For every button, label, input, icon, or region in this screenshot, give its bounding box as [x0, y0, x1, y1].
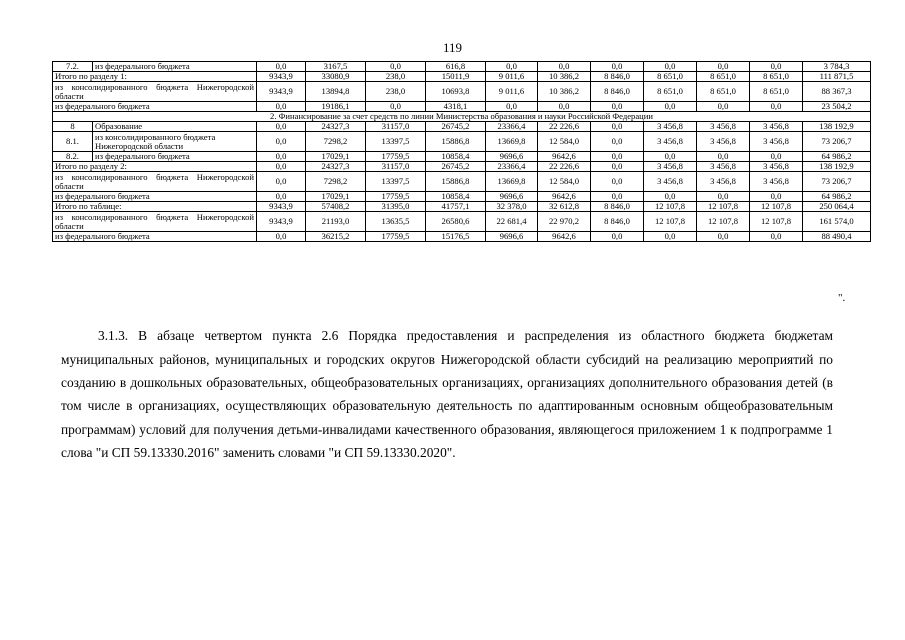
value-cell: 12 107,8: [750, 202, 803, 212]
table-row: [53, 192, 871, 202]
value-cell: 0,0: [697, 152, 750, 162]
table-row: [53, 72, 871, 82]
value-cell: 10 386,2: [538, 82, 591, 102]
value-cell: 7298,2: [306, 132, 366, 152]
value-cell: 31157,0: [366, 122, 426, 132]
value-cell: 17759,5: [366, 232, 426, 242]
value-cell: 0,0: [257, 192, 306, 202]
value-cell: 64 986,2: [803, 192, 871, 202]
value-cell: 3 456,8: [750, 132, 803, 152]
value-cell: 3 456,8: [644, 162, 697, 172]
value-cell: 9696,6: [486, 232, 538, 242]
value-cell: 0,0: [486, 62, 538, 72]
value-cell: 0,0: [697, 62, 750, 72]
value-cell: 0,0: [366, 102, 426, 112]
value-cell: 0,0: [591, 62, 644, 72]
value-cell: 0,0: [591, 172, 644, 192]
value-cell: 8 651,0: [697, 82, 750, 102]
value-cell: 0,0: [591, 162, 644, 172]
value-cell: 3 456,8: [644, 132, 697, 152]
value-cell: 0,0: [591, 132, 644, 152]
value-cell: 13635,5: [366, 212, 426, 232]
page-number: 119: [442, 40, 463, 55]
closing-quote: ".: [838, 292, 846, 304]
value-cell: 8 846,0: [591, 72, 644, 82]
value-cell: 36215,2: [306, 232, 366, 242]
row-label-cell: из федерального бюджета: [53, 192, 257, 202]
value-cell: 32 612,8: [538, 202, 591, 212]
value-cell: 138 192,9: [803, 162, 871, 172]
value-cell: 138 192,9: [803, 122, 871, 132]
value-cell: 12 107,8: [750, 212, 803, 232]
value-cell: 10858,4: [426, 192, 486, 202]
value-cell: 8 651,0: [697, 72, 750, 82]
value-cell: 0,0: [591, 192, 644, 202]
value-cell: 9 011,6: [486, 82, 538, 102]
value-cell: 23366,4: [486, 122, 538, 132]
value-cell: 3 456,8: [644, 122, 697, 132]
value-cell: 9642,6: [538, 192, 591, 202]
row-label-cell: из федерального бюджета: [53, 232, 257, 242]
value-cell: 12 107,8: [697, 202, 750, 212]
value-cell: 0,0: [644, 232, 697, 242]
table-row: [53, 232, 871, 242]
value-cell: 17759,5: [366, 192, 426, 202]
value-cell: 33080,9: [306, 72, 366, 82]
row-label-cell: Итого по разделу 2:: [53, 162, 257, 172]
row-number-cell: 8.1.: [53, 132, 93, 152]
value-cell: 10 386,2: [538, 72, 591, 82]
value-cell: 8 651,0: [644, 82, 697, 102]
row-label-cell: Итого по разделу 1:: [53, 72, 257, 82]
value-cell: 15011,9: [426, 72, 486, 82]
value-cell: 22 226,6: [538, 162, 591, 172]
row-number-cell: 8.2.: [53, 152, 93, 162]
value-cell: 3 456,8: [697, 122, 750, 132]
budget-table: [52, 61, 871, 242]
value-cell: 32 378,0: [486, 202, 538, 212]
value-cell: 8 651,0: [644, 72, 697, 82]
value-cell: 0,0: [538, 102, 591, 112]
value-cell: 24327,3: [306, 122, 366, 132]
value-cell: 9343,9: [257, 72, 306, 82]
value-cell: 22 970,2: [538, 212, 591, 232]
value-cell: 8 846,0: [591, 82, 644, 102]
value-cell: 161 574,0: [803, 212, 871, 232]
value-cell: 13669,8: [486, 172, 538, 192]
value-cell: 3 784,3: [803, 62, 871, 72]
value-cell: 21193,0: [306, 212, 366, 232]
table-row: [53, 82, 871, 102]
value-cell: 22 226,6: [538, 122, 591, 132]
value-cell: 22 681,4: [486, 212, 538, 232]
value-cell: 3 456,8: [750, 122, 803, 132]
value-cell: 0,0: [257, 132, 306, 152]
value-cell: 0,0: [750, 232, 803, 242]
value-cell: 0,0: [257, 162, 306, 172]
value-cell: 26580,6: [426, 212, 486, 232]
value-cell: 3 456,8: [697, 162, 750, 172]
table-row: [53, 132, 871, 152]
value-cell: 0,0: [591, 152, 644, 162]
row-number-cell: 8: [53, 122, 93, 132]
row-label-cell: из федерального бюджета: [53, 102, 257, 112]
table-row: [53, 62, 871, 72]
row-number-cell: 7.2.: [53, 62, 93, 72]
table-row: [53, 102, 871, 112]
row-label-cell: из консолидированного бюджета Нижегородской области: [93, 132, 257, 152]
amendment-paragraph: 3.1.3. В абзаце четвертом пункта 2.6 Порядка предоставления и распределения из областного бюджета бюджетам муниципальных районов, муниципальных и городских округов Нижегородской области субсидий на реализацию мероприятий по созданию в дошкольных образовательных, общеобразовательных организациях, организациях дополнительного образования детей (в том числе в организациях, осуществляющих образовательную деятельность по адаптированным основным общеобразовательным программам) условий для получения детьми-инвалидами качественного образования, являющегося приложением 1 к подпрограмме 1 слова "и СП 59.13330.2016" заменить словами "и СП 59.13330.2020".: [61, 328, 833, 460]
value-cell: 15176,5: [426, 232, 486, 242]
row-label-cell: из консолидированного бюджета Нижегородской области: [53, 82, 257, 102]
table-row: [53, 202, 871, 212]
row-label-cell: из консолидированного бюджета Нижегородской области: [53, 172, 257, 192]
value-cell: 7298,2: [306, 172, 366, 192]
value-cell: 13397,5: [366, 172, 426, 192]
value-cell: 17759,5: [366, 152, 426, 162]
value-cell: 88 367,3: [803, 82, 871, 102]
value-cell: 238,0: [366, 82, 426, 102]
value-cell: 0,0: [644, 62, 697, 72]
value-cell: 15886,8: [426, 172, 486, 192]
value-cell: 9343,9: [257, 202, 306, 212]
value-cell: 0,0: [257, 62, 306, 72]
section-heading: 2. Финансирование за счет средств по линии Министерства образования и науки Российской Федерации: [53, 112, 871, 122]
row-label-cell: Образование: [93, 122, 257, 132]
value-cell: 12 107,8: [697, 212, 750, 232]
value-cell: 9696,6: [486, 152, 538, 162]
value-cell: 4318,1: [426, 102, 486, 112]
value-cell: 0,0: [644, 192, 697, 202]
value-cell: 0,0: [750, 192, 803, 202]
row-label-cell: из консолидированного бюджета Нижегородской области: [53, 212, 257, 232]
value-cell: 12 107,8: [644, 202, 697, 212]
value-cell: 10858,4: [426, 152, 486, 162]
value-cell: 0,0: [697, 192, 750, 202]
value-cell: 9343,9: [257, 82, 306, 102]
value-cell: 12 584,0: [538, 132, 591, 152]
table-row: [53, 162, 871, 172]
value-cell: 8 651,0: [750, 82, 803, 102]
value-cell: 0,0: [644, 152, 697, 162]
value-cell: 12 584,0: [538, 172, 591, 192]
value-cell: 111 871,5: [803, 72, 871, 82]
table-row: [53, 122, 871, 132]
value-cell: 238,0: [366, 72, 426, 82]
value-cell: 13894,8: [306, 82, 366, 102]
value-cell: 9343,9: [257, 212, 306, 232]
value-cell: 0,0: [486, 102, 538, 112]
value-cell: 3 456,8: [644, 172, 697, 192]
value-cell: 26745,2: [426, 122, 486, 132]
value-cell: 3 456,8: [697, 172, 750, 192]
value-cell: 250 064,4: [803, 202, 871, 212]
row-label-cell: из федерального бюджета: [93, 152, 257, 162]
value-cell: 17029,1: [306, 192, 366, 202]
value-cell: 15886,8: [426, 132, 486, 152]
value-cell: 0,0: [750, 102, 803, 112]
value-cell: 17029,1: [306, 152, 366, 162]
value-cell: 9 011,6: [486, 72, 538, 82]
value-cell: 0,0: [366, 62, 426, 72]
table-row: [53, 112, 871, 122]
value-cell: 9696,6: [486, 192, 538, 202]
value-cell: 13397,5: [366, 132, 426, 152]
value-cell: 0,0: [750, 62, 803, 72]
value-cell: 8 846,0: [591, 202, 644, 212]
row-label-cell: Итого по таблице:: [53, 202, 257, 212]
value-cell: 8 846,0: [591, 212, 644, 232]
value-cell: 0,0: [257, 152, 306, 162]
value-cell: 0,0: [750, 152, 803, 162]
value-cell: 0,0: [697, 102, 750, 112]
value-cell: 57408,2: [306, 202, 366, 212]
value-cell: 10693,8: [426, 82, 486, 102]
value-cell: 88 490,4: [803, 232, 871, 242]
value-cell: 3 456,8: [697, 132, 750, 152]
table-row: [53, 152, 871, 162]
value-cell: 0,0: [591, 122, 644, 132]
value-cell: 0,0: [257, 232, 306, 242]
value-cell: 616,8: [426, 62, 486, 72]
table-row: [53, 212, 871, 232]
table-row: [53, 172, 871, 192]
value-cell: 41757,1: [426, 202, 486, 212]
value-cell: 0,0: [591, 102, 644, 112]
value-cell: 9642,6: [538, 152, 591, 162]
value-cell: 31395,0: [366, 202, 426, 212]
value-cell: 3 456,8: [750, 162, 803, 172]
value-cell: 73 206,7: [803, 132, 871, 152]
row-label-cell: из федерального бюджета: [93, 62, 257, 72]
value-cell: 13669,8: [486, 132, 538, 152]
value-cell: 0,0: [591, 232, 644, 242]
value-cell: 0,0: [644, 102, 697, 112]
value-cell: 0,0: [257, 172, 306, 192]
value-cell: 24327,3: [306, 162, 366, 172]
value-cell: 0,0: [538, 62, 591, 72]
value-cell: 23366,4: [486, 162, 538, 172]
value-cell: 8 651,0: [750, 72, 803, 82]
value-cell: 3167,5: [306, 62, 366, 72]
value-cell: 3 456,8: [750, 172, 803, 192]
value-cell: 26745,2: [426, 162, 486, 172]
value-cell: 73 206,7: [803, 172, 871, 192]
value-cell: 23 504,2: [803, 102, 871, 112]
value-cell: 31157,0: [366, 162, 426, 172]
value-cell: 9642,6: [538, 232, 591, 242]
value-cell: 19186,1: [306, 102, 366, 112]
value-cell: 0,0: [257, 102, 306, 112]
value-cell: 64 986,2: [803, 152, 871, 162]
value-cell: 0,0: [697, 232, 750, 242]
value-cell: 0,0: [257, 122, 306, 132]
value-cell: 12 107,8: [644, 212, 697, 232]
